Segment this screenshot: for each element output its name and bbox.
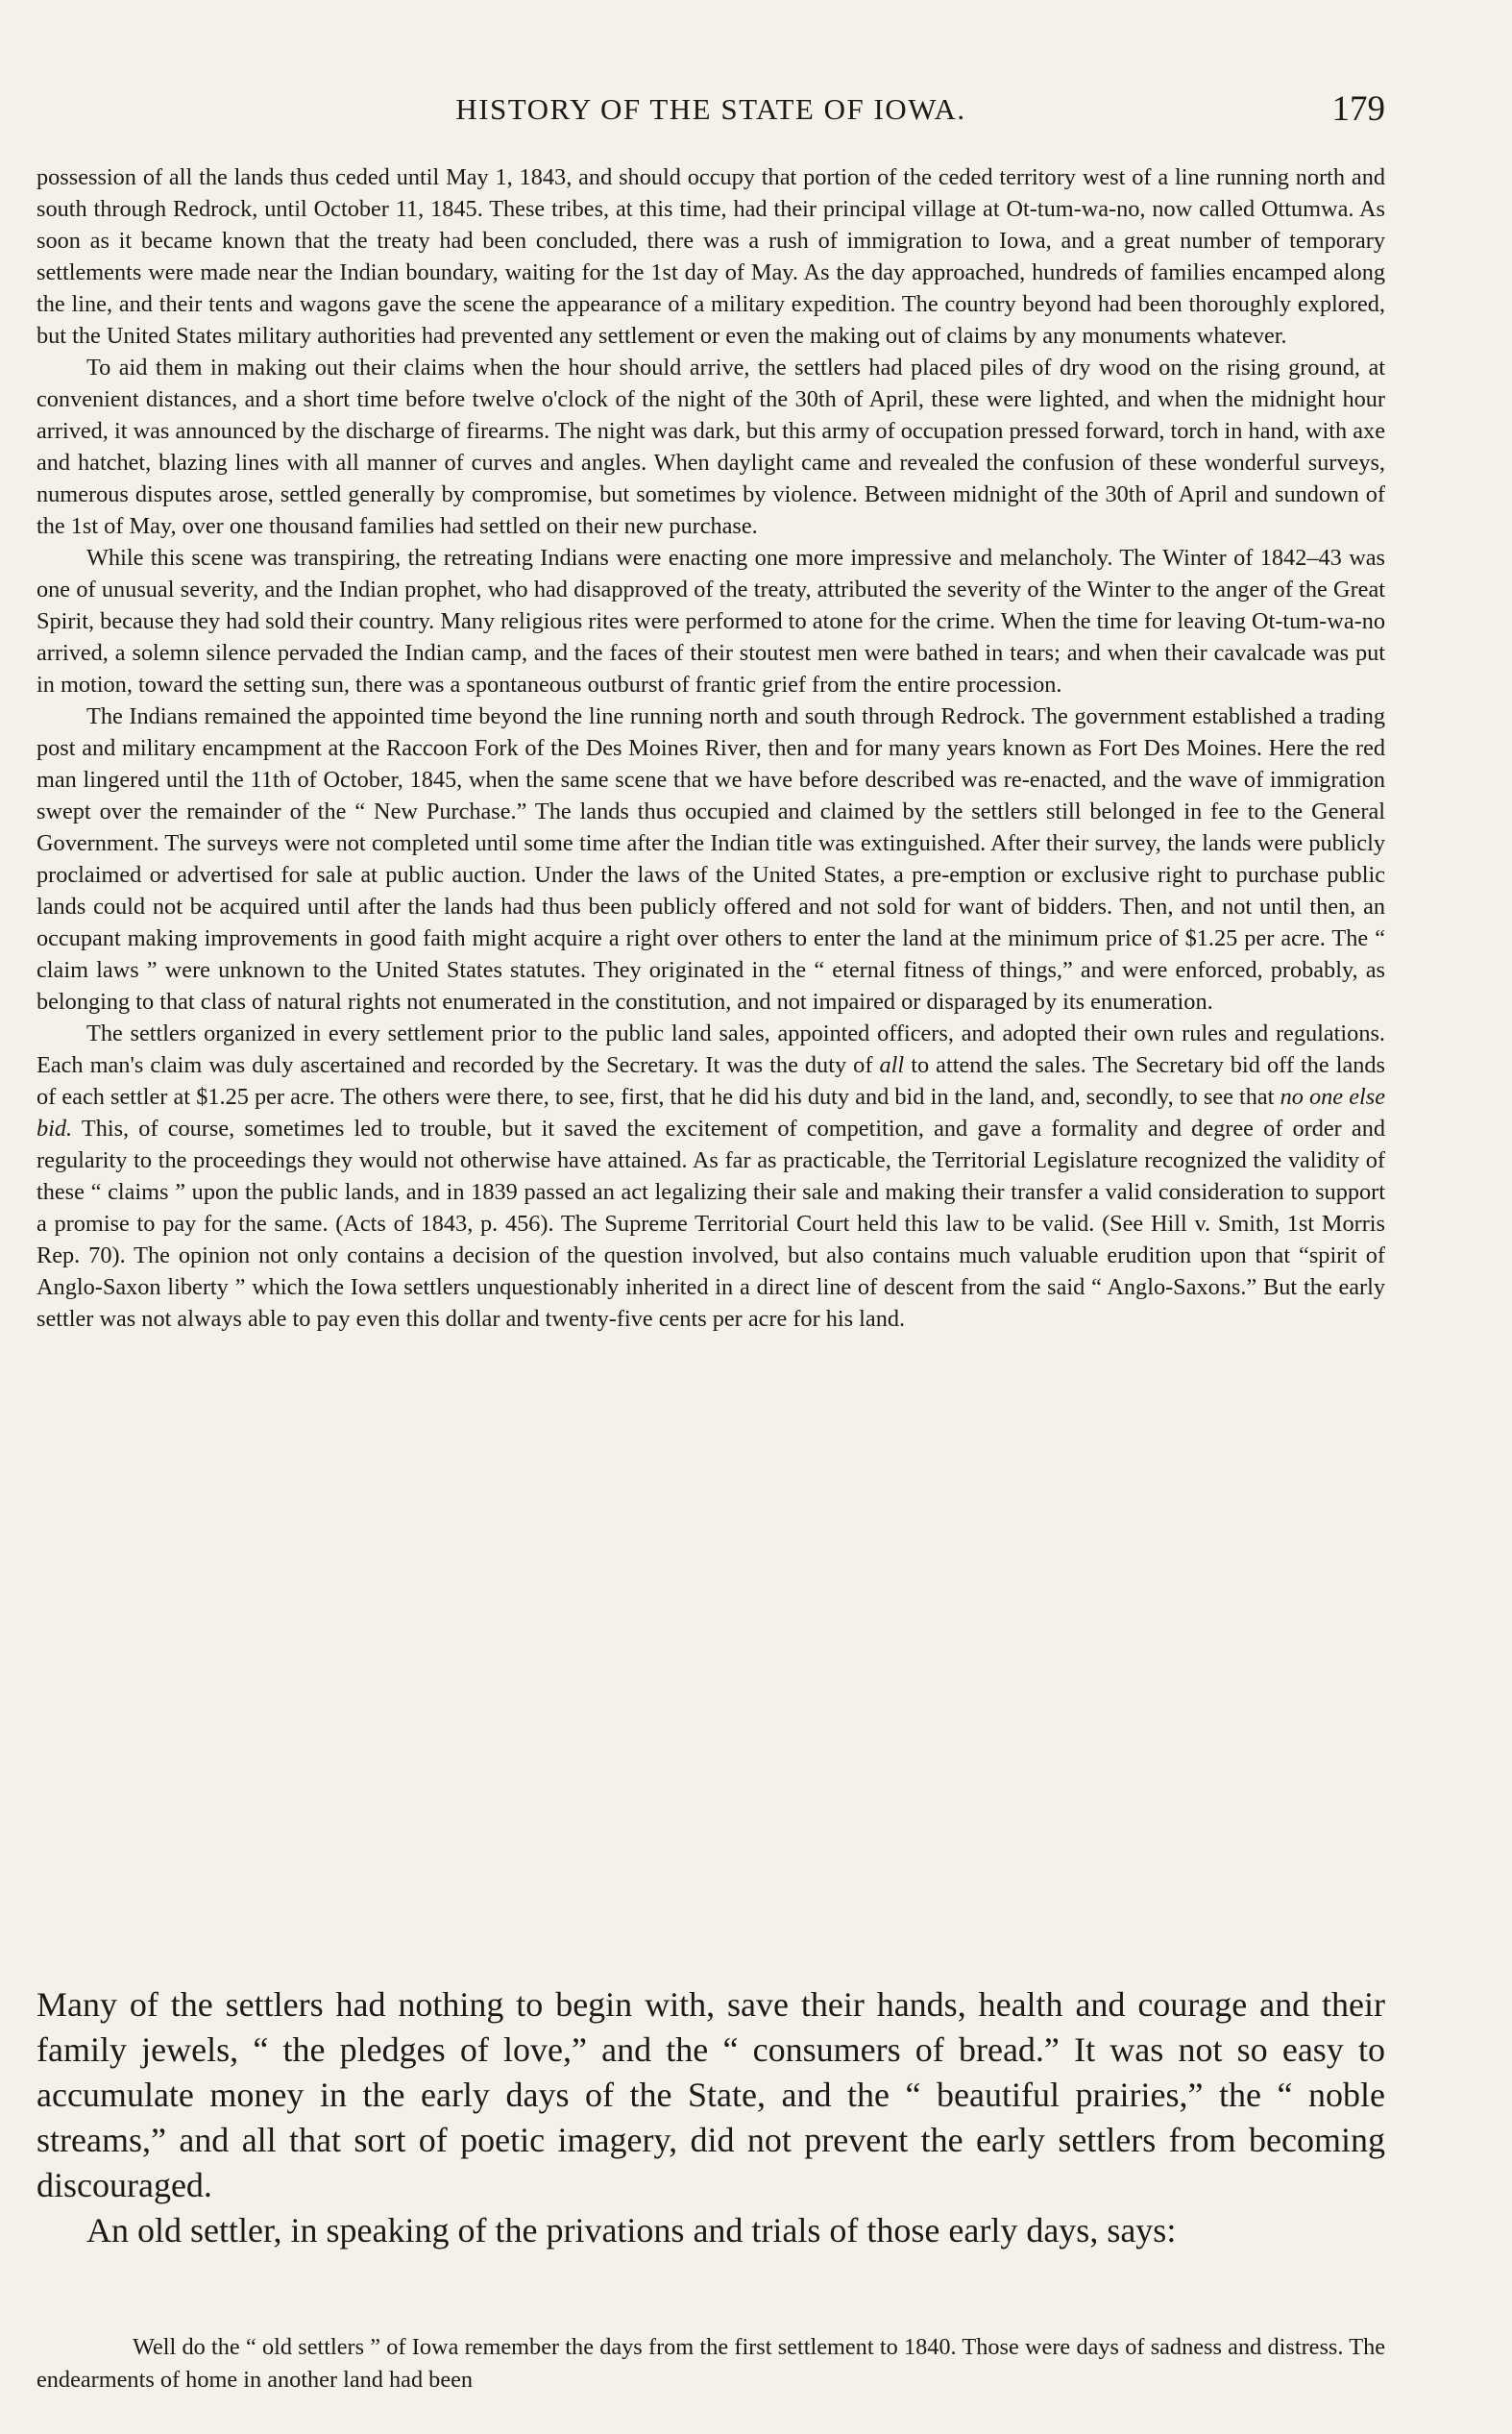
paragraph-3: While this scene was transpiring, the retreating Indians were enacting one more impressive and melancholy. The Winter of 1842–43 was one of unusual severity, and the Indian prophet, who had disapproved of the treaty, attributed the severity of the Winter to the anger of the Great Spirit, because they had sold their country. Many religious rites were performed to atone for the crime. When the time for leaving Ot-tum-wa-no arrived, a solemn silence pervaded the Indian camp, and the faces of their stoutest men were bathed in tears; and when their cavalcade was put in motion, toward the setting sun, there was a spontaneous outburst of frantic grief from the entire procession. bbox=[37, 545, 1385, 698]
running-header bbox=[37, 88, 1385, 135]
large-paragraph-1: Many of the settlers had nothing to begin with, save their hands, health and courage and their family jewels, “ the pledges of love,” and the “ consumers of bread.” It was not so easy to accumulate money in the early days of the State, and the “ beautiful prairies,” the “ noble streams,” and all that sort of poetic imagery, did not prevent the early settlers from becoming discouraged. bbox=[37, 1985, 1385, 2204]
page-number: 179 bbox=[1331, 89, 1385, 129]
large-text bbox=[37, 1982, 1385, 2253]
book-page bbox=[37, 0, 1385, 2434]
paragraph-4: The Indians remained the appointed time beyond the line running north and south through Redrock. The government established a trading post and military encampment at the Raccoon Fork of the Des Moines River, then and for many years known as Fort Des Moines. Here the red man lingered until the 11th of October, 1845, when the same scene that we have before described was re-enacted, and the wave of immigration swept over the remainder of the “ New Purchase.” The lands thus occupied and claimed by the settlers still belonged in fee to the General Government. The surveys were not completed until some time after the Indian title was extinguished. After their survey, the lands were publicly proclaimed or advertised for sale at public auction. Under the laws of the United States, a pre-emption or exclusive right to purchase public lands could not be acquired until after the lands had thus been publicly offered and not sold for want of bidders. Then, and not until then, an occupant making improvements in good faith might acquire a right over others to enter the land at the minimum price of $1.25 per acre. The “ claim laws ” were unknown to the United States statutes. They originated in the “ eternal fitness of things,” and were enforced, probably, as belonging to that class of natural rights not enumerated in the constitution, and not impaired or disparaged by its enumeration. bbox=[37, 703, 1385, 1015]
paragraph-5-part-2: to attend the sales. The Secretary bid off the lands of each settler at $1.25 per acre. The others were there, to see, first, that he did his duty and bid in the land, and, secondly, to see that bbox=[37, 1052, 1386, 1110]
quoted-text bbox=[37, 2331, 1385, 2397]
large-paragraph-2: An old settler, in speaking of the privations and trials of those early days, says: bbox=[86, 2211, 1177, 2250]
main-text bbox=[37, 161, 1385, 1335]
quote-paragraph: Well do the “ old settlers ” of Iowa remember the days from the first settlement to 1840. Those were days of sadness and distress. The endearments of home in another land had been bbox=[37, 2334, 1385, 2393]
paragraph-5-part-1: The settlers organized in every settlement prior to the public land sales, appointed officers, and adopted their own rules and regulations. Each man's claim was duly ascertained and recorded by the Secretary. It was the duty of bbox=[37, 1020, 1385, 1078]
paragraph-5 bbox=[37, 1018, 1385, 1335]
paragraph-1: possession of all the lands thus ceded until May 1, 1843, and should occupy that portion of the ceded territory west of a line running north and south through Redrock, until October 11, 1845. These tribes, at this time, had their principal village at Ot-tum-wa-no, now called Ottumwa. As soon as it became known that the treaty had been concluded, there was a rush of immigration to Iowa, and a great number of temporary settlements were made near the Indian boundary, waiting for the 1st day of May. As the day approached, hundreds of families encamped along the line, and their tents and wagons gave the scene the appearance of a military expedition. The country beyond had been thoroughly explored, but the United States military authorities had prevented any settlement or even the making out of claims by any monuments whatever. bbox=[37, 164, 1385, 349]
running-title: HISTORY OF THE STATE OF IOWA. bbox=[455, 92, 966, 126]
paragraph-5-part-3: This, of course, sometimes led to trouble, but it saved the excitement of competition, and gave a formality and degree of order and regularity to the proceedings they would not otherwise have attained. As far as practicable, the Territorial Legislature recognized the validity of these “ claims ” upon the public lands, and in 1839 passed an act legalizing their sale and making their transfer a valid consideration to support a promise to pay for the same. (Acts of 1843, p. 456). The Supreme Territorial Court held this law to be valid. (See Hill v. Smith, 1st Morris Rep. 70). The opinion not only contains a decision of the question involved, but also contains much valuable erudition upon that “spirit of Anglo-Saxon liberty ” which the Iowa settlers unquestionably inherited in a direct line of descent from the said “ Anglo-Saxons.” But the early settler was not always able to pay even this dollar and twenty-five cents per acre for his land. bbox=[37, 1116, 1385, 1332]
emphasis-all: all bbox=[879, 1052, 905, 1078]
emphasis-no-one-else-bid: no one else bid. bbox=[37, 1084, 1385, 1142]
paragraph-2: To aid them in making out their claims when the hour should arrive, the settlers had placed piles of dry wood on the rising ground, at convenient distances, and a short time before twelve o'clock of the night of the 30th of April, these were lighted, and when the midnight hour arrived, it was announced by the discharge of firearms. The night was dark, but this army of occupation pressed forward, torch in hand, with axe and hatchet, blazing lines with all manner of curves and angles. When daylight came and revealed the confusion of these wonderful surveys, numerous disputes arose, settled generally by compromise, but sometimes by violence. Between midnight of the 30th of April and sundown of the 1st of May, over one thousand families had settled on their new purchase. bbox=[37, 355, 1385, 539]
